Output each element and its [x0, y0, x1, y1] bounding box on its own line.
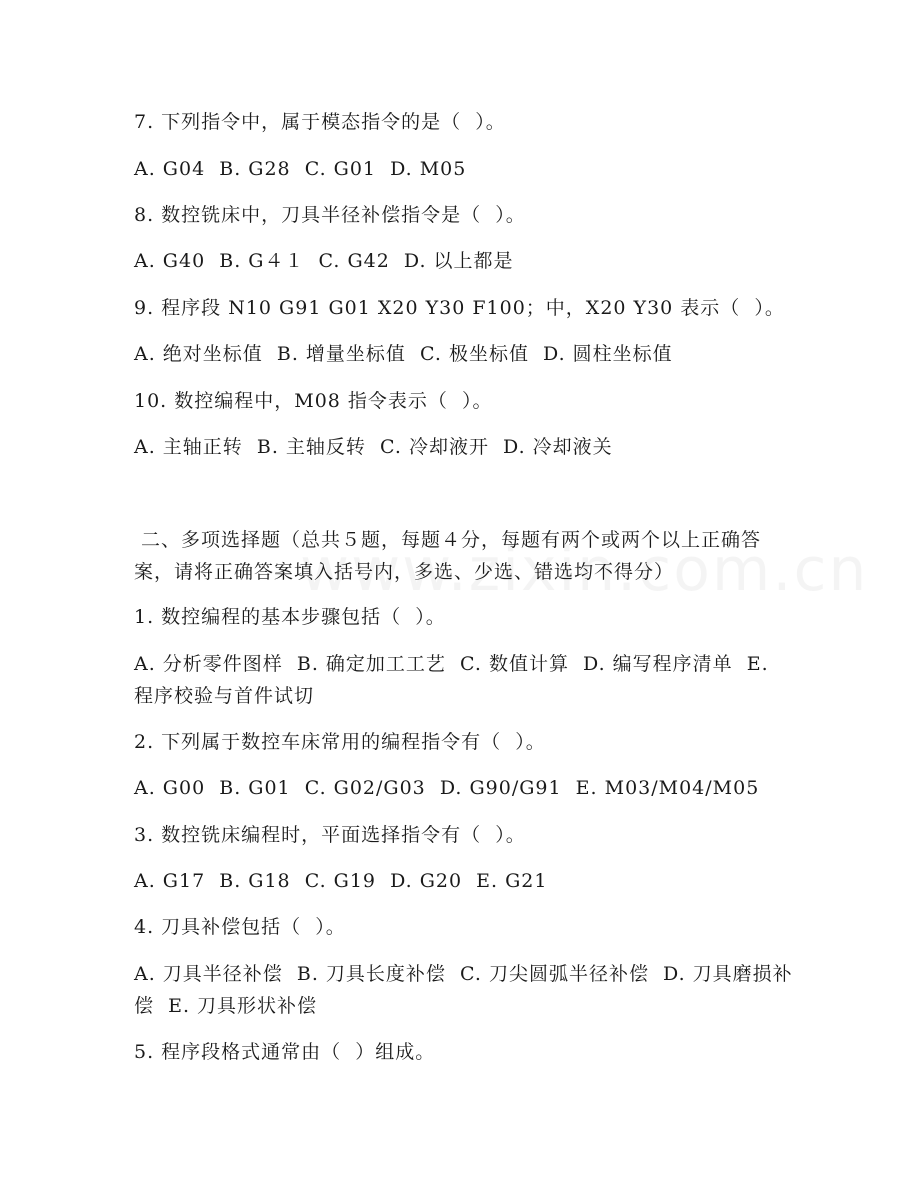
mq-question-1-options: A. 分析零件图样 B. 确定加工工艺 C. 数值计算 D. 编写程序清单 E. 程序校验与首件试切 — [134, 653, 776, 707]
question-7-options: A. G04 B. G28 C. G01 D. M05 — [134, 158, 467, 180]
mq-question-3-options: A. G17 B. G18 C. G19 D. G20 E. G21 — [134, 870, 548, 892]
mq-question-4-options: A. 刀具半径补偿 B. 刀具长度补偿 C. 刀尖圆弧半径补偿 D. 刀具磨损补偿 E. 刀具形状补偿 — [134, 963, 793, 1017]
mq-question-2-options: A. G00 B. G01 C. G02/G03 D. G90/G91 E. M03/M04/M05 — [134, 777, 760, 799]
question-10: 10. 数控编程中，M08 指令表示（ ）。 — [134, 390, 493, 412]
question-8: 8. 数控铣床中，刀具半径补偿指令是（ ）。 — [134, 204, 526, 226]
mq-question-5: 5. 程序段格式通常由（ ）组成。 — [134, 1041, 436, 1063]
question-10-options: A. 主轴正转 B. 主轴反转 C. 冷却液开 D. 冷却液关 — [134, 436, 613, 458]
mq-question-3: 3. 数控铣床编程时，平面选择指令有（ ）。 — [134, 824, 526, 846]
question-7: 7. 下列指令中，属于模态指令的是（ ）。 — [134, 111, 506, 133]
mq-question-2: 2. 下列属于数控车床常用的编程指令有（ ）。 — [134, 731, 546, 753]
mq-question-1: 1. 数控编程的基本步骤包括（ ）。 — [134, 606, 446, 628]
question-8-options: A. G40 B. G４１ C. G42 D. 以上都是 — [134, 250, 514, 272]
section-2-title: 二、多项选择题（总共５题，每题４分，每题有两个或两个以上正确答案，请将正确答案填入括号内，多选、少选、错选均不得分） — [134, 529, 762, 583]
mq-question-4: 4. 刀具补偿包括（ ）。 — [134, 916, 346, 938]
question-9-options: A. 绝对坐标值 B. 增量坐标值 C. 极坐标值 D. 圆柱坐标值 — [134, 343, 673, 365]
question-9: 9. 程序段 N10 G91 G01 X20 Y30 F100；中，X20 Y30 表示（ ）。 — [134, 297, 785, 319]
